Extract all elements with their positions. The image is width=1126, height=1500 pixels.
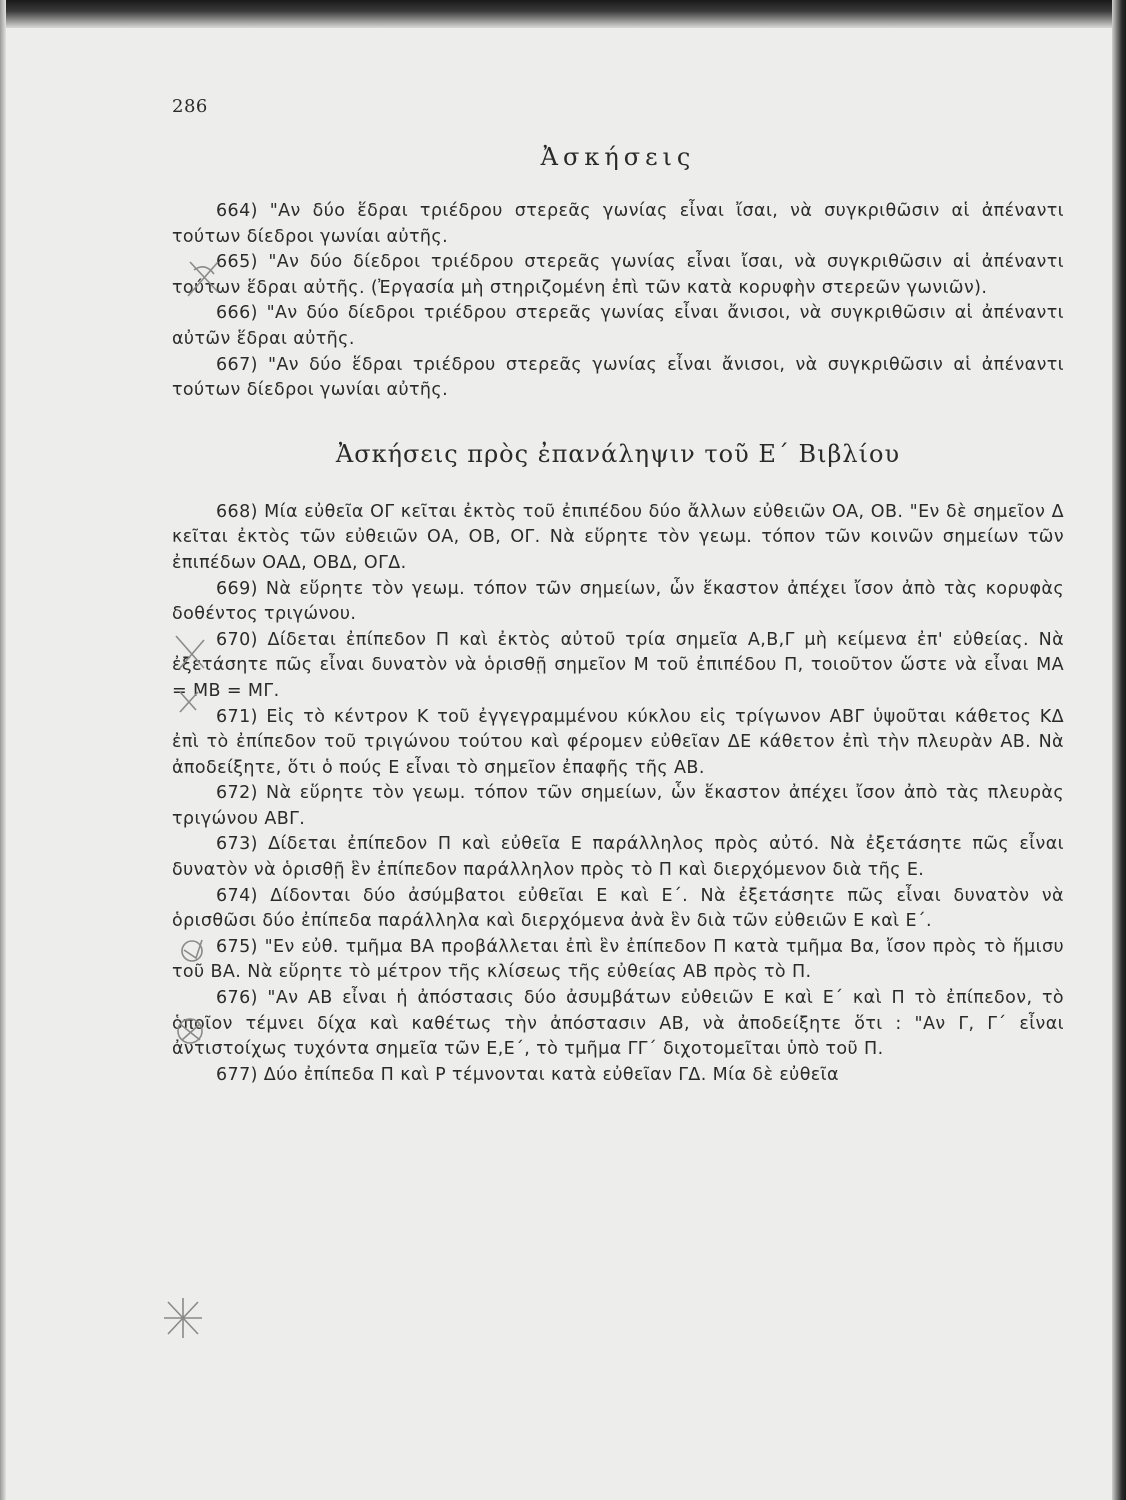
section-title-review: Ἀσκήσεις πρὸς ἐπανάληψιν τοῦ Ε΄ Βιβλίου: [335, 439, 901, 468]
exercise-674: 674) Δίδονται δύο ἀσύμβατοι εὐθεῖαι Ε καὶ Ε΄. Νὰ ἐξετάσητε πῶς εἶναι δυνατὸν νὰ ὁρισθῶσι δύο ἐπίπεδα παράλληλα καὶ διερχόμενα ἀνὰ ἓν διὰ τῶν εὐθειῶν Ε καὶ Ε΄.: [172, 885, 1064, 932]
page-content: [172, 96, 1064, 1088]
exercise-677: 677) Δύο ἐπίπεδα Π καὶ Ρ τέμνονται κατὰ εὐθεῖαν ΓΔ. Μία δὲ εὐθεῖα: [216, 1064, 839, 1085]
exercise-672: 672) Νὰ εὕρητε τὸν γεωμ. τόπον τῶν σημείων, ὧν ἕκαστον ἀπέχει ἴσον ἀπὸ τὰς πλευρὰς τριγώνου ΑΒΓ.: [172, 783, 1064, 829]
section-title-exercises: Ἀσκήσεις: [540, 143, 696, 171]
exercise-666: 666) "Αν δύο δίεδροι τριέδρου στερεᾶς γωνίας εἶναι ἄνισοι, νὰ συγκριθῶσιν αἱ ἀπέναντι αὐτῶν ἕδραι αὐτῆς.: [172, 303, 1064, 349]
scan-top-edge: [0, 0, 1126, 28]
scan-left-edge: [0, 0, 6, 1500]
exercise-673: 673) Δίδεται ἐπίπεδον Π καὶ εὐθεῖα Ε παράλληλος πρὸς αὐτό. Νὰ ἐξετάσητε πῶς εἶναι δυνατὸν νὰ ὁρισθῇ ἓν ἐπίπεδον παράλληλον πρὸς τὸ Π καὶ διερχόμενον διὰ τῆς Ε.: [172, 834, 1064, 881]
exercise-675: 675) "Εν εὐθ. τμῆμα ΒΑ προβάλλεται ἐπὶ ἓν ἐπίπεδον Π κατὰ τμῆμα Βα, ἴσον πρὸς τὸ ἥμισυ τοῦ ΒΑ. Νὰ εὕρητε τὸ μέτρον τῆς κλίσεως τῆς εὐθείας ΑΒ πρὸς τὸ Π.: [172, 936, 1064, 983]
exercise-669: 669) Νὰ εὕρητε τὸν γεωμ. τόπον τῶν σημείων, ὧν ἕκαστον ἀπέχει ἴσον ἀπὸ τὰς κορυφὰς δοθέντος τριγώνου.: [172, 578, 1064, 625]
exercise-665: 665) "Αν δύο δίεδροι τριέδρου στερεᾶς γωνίας εἶναι ἴσαι, νὰ συγκριθῶσιν αἱ ἀπέναντι τούτων ἕδραι αὐτῆς. (Ἐργασία μὴ στηριζομένη ἐπὶ τῶν κατὰ κορυφὴν στερεῶν γωνιῶν).: [172, 252, 1064, 298]
pencil-star-mark-677: [164, 1298, 202, 1338]
scan-right-edge: [1112, 0, 1126, 1500]
page-number: 286: [172, 96, 208, 117]
exercise-668: 668) Μία εὐθεῖα ΟΓ κεῖται ἐκτὸς τοῦ ἐπιπέδου δύο ἄλλων εὐθειῶν ΟΑ, ΟΒ. "Εν δὲ σημεῖον Δ κεῖται ἐκτὸς τῶν εὐθειῶν ΟΑ, ΟΒ, ΟΓ. Νὰ εὕρητε τὸν γεωμ. τόπον τῶν κοινῶν σημείων τῶν ἐπιπέδων ΟΑΔ, ΟΒΔ, ΟΓΔ.: [172, 501, 1064, 573]
exercise-664: 664) "Αν δύο ἕδραι τριέδρου στερεᾶς γωνίας εἶναι ἴσαι, νὰ συγκριθῶσιν αἱ ἀπέναντι τούτων δίεδροι γωνίαι αὐτῆς.: [172, 201, 1064, 247]
exercise-676: 676) "Αν ΑΒ εἶναι ἡ ἀπόστασις δύο ἀσυμβάτων εὐθειῶν Ε καὶ Ε΄ καὶ Π τὸ ἐπίπεδον, τὸ ὁποῖον τέμνει δίχα καὶ καθέτως τὴν ἀπόστασιν ΑΒ, νὰ ἀποδείξητε ὅτι : "Αν Γ, Γ΄ εἶναι ἀντιστοίχως τυχόντα σημεῖα τῶν Ε,Ε΄, τὸ τμῆμα ΓΓ΄ διχοτομεῖται ὑπὸ τοῦ Π.: [172, 988, 1064, 1060]
exercise-667: 667) "Αν δύο ἕδραι τριέδρου στερεᾶς γωνίας εἶναι ἄνισοι, νὰ συγκριθῶσιν αἱ ἀπέναντι τούτων δίεδροι γωνίαι αὐτῆς.: [172, 354, 1064, 401]
exercise-671: 671) Εἰς τὸ κέντρον Κ τοῦ ἐγγεγραμμένου κύκλου εἰς τρίγωνον ΑΒΓ ὑψοῦται κάθετος ΚΔ ἐπὶ τὸ ἐπίπεδον τοῦ τριγώνου τούτου καὶ φέρομεν εὐθεῖαν ΔΕ κάθετον ἐπὶ τὴν πλευρὰν ΑΒ. Νὰ ἀποδείξητε, ὅτι ὁ πούς Ε εἶναι τὸ σημεῖον ἐπαφῆς τῆς ΑΒ.: [172, 706, 1064, 778]
exercise-670: 670) Δίδεται ἐπίπεδον Π καὶ ἐκτὸς αὐτοῦ τρία σημεῖα Α,Β,Γ μὴ κείμενα ἐπ' εὐθείας. Νὰ ἐξετάσητε πῶς εἶναι δυνατὸν νὰ ὁρισθῇ σημεῖον Μ τοῦ ἐπιπέδου Π, τοιοῦτον ὥστε νὰ εἶναι ΜΑ = ΜΒ = ΜΓ.: [172, 629, 1064, 701]
